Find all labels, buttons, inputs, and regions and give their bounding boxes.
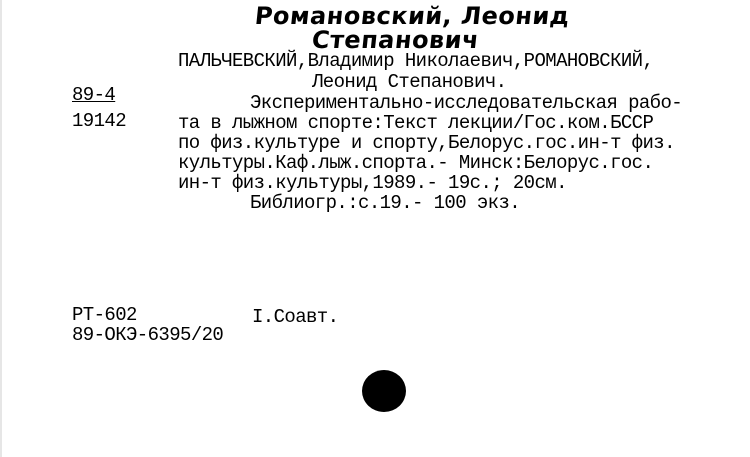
record-line-8: Библиогр.:с.19.- 100 экз. <box>250 192 521 214</box>
record-line-5: по физ.культуре и спорту,Белорус.гос.ин-т физ. <box>178 132 675 154</box>
shelfmark-number: 19142 <box>72 110 127 132</box>
record-line-6: культуры.Каф.лыж.спорта.- Минск:Белорус.гос. <box>178 152 654 174</box>
footer-code-2: 89-ОКЭ-6395/20 <box>72 324 224 346</box>
handwritten-name-line1: Романовский, Леонид <box>253 2 572 30</box>
record-line-7: ин-т физ.культуры,1989.- 19с.; 20см. <box>178 172 567 194</box>
record-line-1: ПАЛЬЧЕВСКИЙ,Владимир Николаевич,РОМАНОВСКИЙ, <box>178 50 654 72</box>
record-line-4: та в лыжном спорте:Текст лекции/Гос.ком.БССР <box>178 112 654 134</box>
handwritten-name-line2: Степанович <box>310 26 481 54</box>
punch-hole <box>362 370 406 412</box>
shelfmark-code: 89-4 <box>72 84 116 106</box>
record-line-3: Экспериментально-исследовательская рабо- <box>250 92 683 114</box>
record-line-2: Леонид Степанович. <box>312 71 507 93</box>
tracing-coauthor: I.Соавт. <box>252 306 339 328</box>
card-edge <box>0 0 2 457</box>
footer-code-1: РТ-602 <box>72 304 137 326</box>
